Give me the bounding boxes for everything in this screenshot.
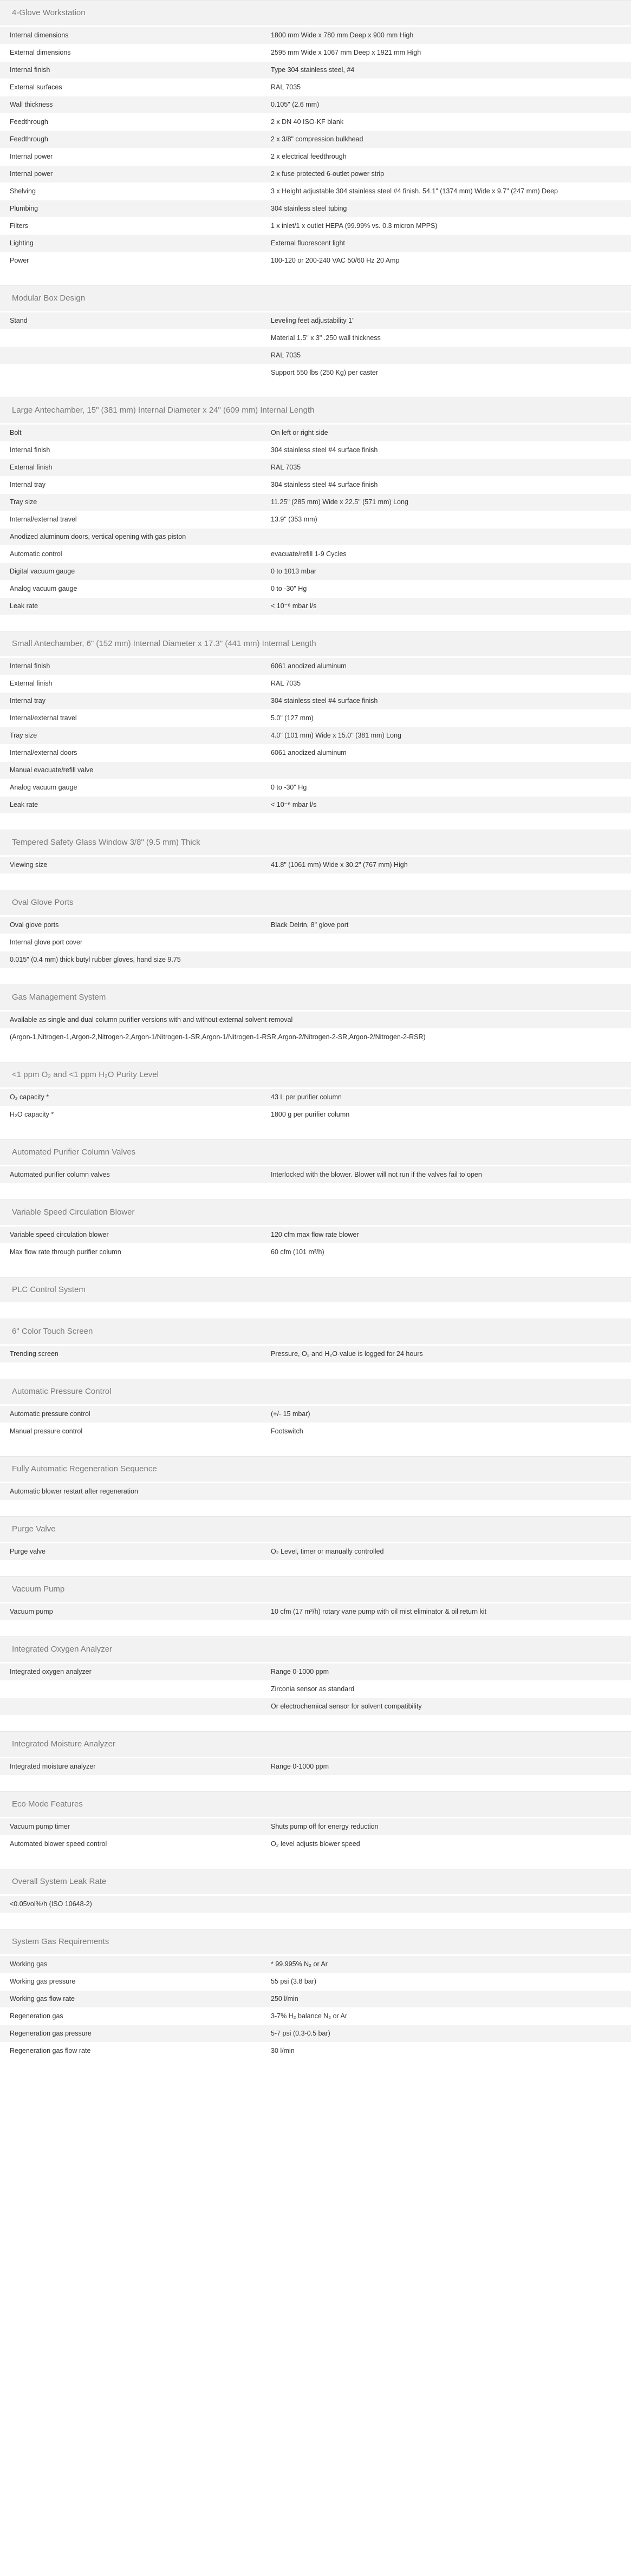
table-row <box>0 1405 631 1423</box>
spec-section <box>0 984 631 1046</box>
table-row <box>0 61 631 79</box>
spec-value: O₂ Level, timer or manually controlled <box>271 1548 384 1555</box>
section-title: Gas Management System <box>0 984 631 1010</box>
spec-label: Max flow rate through purifier column <box>10 1248 121 1256</box>
spec-label: Leak rate <box>10 801 38 808</box>
table-row <box>0 2042 631 2059</box>
spec-value <box>260 934 631 951</box>
spec-label: Automatic pressure control <box>10 1410 90 1418</box>
table-row <box>0 364 631 381</box>
table-row <box>0 1990 631 2007</box>
spec-section <box>0 631 631 813</box>
spec-label: Trending screen <box>10 1350 58 1358</box>
spec-value: 2 x DN 40 ISO-KF blank <box>271 118 344 126</box>
spec-value <box>260 1012 631 1028</box>
spec-label: Variable speed circulation blower <box>10 1231 109 1238</box>
spec-label: External surfaces <box>10 83 62 91</box>
spec-label: Internal tray <box>10 697 46 705</box>
spec-label: Analog vacuum gauge <box>10 585 77 592</box>
spec-label: Internal/external doors <box>10 749 77 757</box>
spec-value: External fluorescent light <box>271 239 345 247</box>
table-row <box>0 951 631 968</box>
table-row <box>0 1543 631 1560</box>
spec-label: Vacuum pump timer <box>10 1823 70 1830</box>
spec-value: Type 304 stainless steel, #4 <box>271 66 355 74</box>
spec-section <box>0 1319 631 1362</box>
table-row <box>0 744 631 761</box>
section-title: 4-Glove Workstation <box>0 0 631 25</box>
spec-label: Viewing size <box>10 861 48 869</box>
spec-section <box>0 1791 631 1853</box>
spec-label: External finish <box>10 680 53 687</box>
spec-label: Internal finish <box>10 446 50 454</box>
spec-value: Zirconia sensor as standard <box>271 1685 355 1693</box>
table-row <box>0 96 631 113</box>
spec-value: RAL 7035 <box>271 464 301 471</box>
section-title: Vacuum Pump <box>0 1576 631 1602</box>
spec-value: 6061 anodized aluminum <box>271 662 347 670</box>
spec-table <box>0 1166 631 1183</box>
spec-value: 1 x inlet/1 x outlet HEPA (99.99% vs. 0.3 micron MPPS) <box>271 222 438 230</box>
spec-section <box>0 890 631 968</box>
table-row <box>0 563 631 580</box>
spec-value <box>260 529 631 545</box>
spec-value: 304 stainless steel #4 surface finish <box>271 481 378 488</box>
spec-table <box>0 424 631 615</box>
table-row <box>0 1011 631 1028</box>
section-title: Eco Mode Features <box>0 1791 631 1817</box>
spec-label: Internal tray <box>10 481 46 488</box>
spec-label <box>0 347 260 364</box>
spec-value: < 10⁻⁶ mbar l/s <box>271 801 317 808</box>
table-row <box>0 1680 631 1698</box>
spec-label: Automatic control <box>10 550 62 558</box>
spec-table <box>0 1088 631 1123</box>
spec-label: Digital vacuum gauge <box>10 568 75 575</box>
spec-section <box>0 397 631 615</box>
spec-label: Working gas <box>10 1960 48 1968</box>
table-row <box>0 27 631 44</box>
spec-value: 2595 mm Wide x 1067 mm Deep x 1921 mm High <box>271 49 421 56</box>
spec-label: Filters <box>10 222 29 230</box>
spec-label: Power <box>10 257 29 264</box>
spec-value: 11.25" (285 mm) Wide x 22.5" (571 mm) Long <box>271 498 408 506</box>
spec-label: Stand <box>10 317 28 324</box>
spec-value: O₂ level adjusts blower speed <box>271 1840 360 1848</box>
spec-value: 1800 mm Wide x 780 mm Deep x 900 mm High <box>271 31 414 39</box>
spec-label <box>0 1698 260 1715</box>
spec-value: RAL 7035 <box>271 351 301 359</box>
table-row <box>0 44 631 61</box>
section-title: Variable Speed Circulation Blower <box>0 1199 631 1225</box>
spec-label: Regeneration gas <box>10 2012 63 2020</box>
spec-table <box>0 1603 631 1620</box>
spec-label: Automated purifier column valves <box>10 1171 110 1178</box>
spec-section <box>0 1139 631 1183</box>
spec-section <box>0 1199 631 1261</box>
table-row <box>0 1955 631 1973</box>
spec-label: Working gas pressure <box>10 1978 76 1985</box>
table-row <box>0 1603 631 1620</box>
table-row <box>0 580 631 597</box>
spec-value: 30 l/min <box>271 2047 295 2055</box>
spec-value: On left or right side <box>271 429 328 436</box>
spec-table <box>0 1955 631 2059</box>
spec-value: 60 cfm (101 m³/h) <box>271 1248 324 1256</box>
spec-value: 2 x electrical feedthrough <box>271 153 347 160</box>
spec-value: (+/- 15 mbar) <box>271 1410 310 1418</box>
spec-section <box>0 1929 631 2059</box>
spec-label: Leak rate <box>10 602 38 610</box>
spec-label: Bolt <box>10 429 22 436</box>
spec-label: Tray size <box>10 498 37 506</box>
table-row <box>0 459 631 476</box>
spec-value: 0 to -30" Hg <box>271 784 307 791</box>
spec-section <box>0 1636 631 1715</box>
spec-label: Internal glove port cover <box>10 938 83 946</box>
spec-value <box>260 762 631 779</box>
table-row <box>0 1698 631 1715</box>
spec-table <box>0 1345 631 1362</box>
spec-value: evacuate/refill 1-9 Cycles <box>271 550 347 558</box>
section-title: Integrated Moisture Analyzer <box>0 1731 631 1757</box>
table-row <box>0 675 631 692</box>
table-row <box>0 234 631 252</box>
spec-label <box>0 330 260 347</box>
spec-label: Integrated moisture analyzer <box>10 1763 96 1770</box>
table-row <box>0 761 631 779</box>
spec-value: 250 l/min <box>271 1995 298 2003</box>
table-row <box>0 441 631 459</box>
spec-label: Feedthrough <box>10 118 48 126</box>
table-row <box>0 1243 631 1261</box>
table-row <box>0 856 631 873</box>
table-row <box>0 200 631 217</box>
spec-value <box>260 1896 631 1913</box>
spec-value: RAL 7035 <box>271 680 301 687</box>
table-row <box>0 916 631 934</box>
spec-value <box>260 1029 631 1046</box>
spec-value: < 10⁻⁶ mbar l/s <box>271 602 317 610</box>
section-title: Small Antechamber, 6" (152 mm) Internal Diameter x 17.3" (441 mm) Internal Length <box>0 631 631 656</box>
spec-label: 0.015" (0.4 mm) thick butyl rubber gloves, hand size 9.75 <box>10 956 181 963</box>
table-row <box>0 79 631 96</box>
spec-table <box>0 1818 631 1853</box>
table-row <box>0 1088 631 1106</box>
table-row <box>0 1226 631 1243</box>
table-row <box>0 1166 631 1183</box>
spec-table <box>0 1011 631 1046</box>
spec-label: Automated blower speed control <box>10 1840 107 1848</box>
spec-value: 0 to -30" Hg <box>271 585 307 592</box>
spec-section <box>0 1062 631 1123</box>
spec-value: Footswitch <box>271 1427 303 1435</box>
spec-value: 0.105" (2.6 mm) <box>271 101 320 108</box>
spec-label: Internal dimensions <box>10 31 69 39</box>
spec-value: 304 stainless steel tubing <box>271 205 347 212</box>
section-title: Integrated Oxygen Analyzer <box>0 1636 631 1662</box>
spec-label: Automatic blower restart after regeneration <box>10 1488 138 1495</box>
spec-value: 5-7 psi (0.3-0.5 bar) <box>271 2030 330 2037</box>
section-title: Automatic Pressure Control <box>0 1379 631 1404</box>
spec-section <box>0 1456 631 1500</box>
spec-label: Manual evacuate/refill valve <box>10 766 94 774</box>
section-title: 6" Color Touch Screen <box>0 1319 631 1344</box>
spec-section <box>0 285 631 381</box>
table-row <box>0 182 631 200</box>
table-row <box>0 1028 631 1046</box>
spec-section <box>0 1731 631 1775</box>
table-row <box>0 312 631 329</box>
table-row <box>0 1345 631 1362</box>
spec-table <box>0 1758 631 1775</box>
spec-section <box>0 1277 631 1302</box>
spec-label: Shelving <box>10 187 36 195</box>
spec-label: Feedthrough <box>10 135 48 143</box>
table-row <box>0 597 631 615</box>
spec-label: Manual pressure control <box>10 1427 83 1435</box>
table-row <box>0 1758 631 1775</box>
section-title: Large Antechamber, 15" (381 mm) Internal Diameter x 24" (609 mm) Internal Length <box>0 397 631 423</box>
spec-value: 3 x Height adjustable 304 stainless steel #4 finish. 54.1" (1374 mm) Wide x 9.7" (247 mm) Deep <box>271 187 558 195</box>
spec-value: 13.9" (353 mm) <box>271 516 317 523</box>
spec-label: Analog vacuum gauge <box>10 784 77 791</box>
spec-label: Integrated oxygen analyzer <box>10 1668 92 1675</box>
spec-label: H₂O capacity * <box>10 1111 54 1118</box>
table-row <box>0 1423 631 1440</box>
table-row <box>0 347 631 364</box>
spec-value: Shuts pump off for energy reduction <box>271 1823 379 1830</box>
table-row <box>0 1663 631 1680</box>
spec-table <box>0 657 631 813</box>
spec-label: External dimensions <box>10 49 71 56</box>
spec-value: Leveling feet adjustability 1" <box>271 317 355 324</box>
table-row <box>0 692 631 709</box>
spec-section <box>0 1379 631 1440</box>
table-row <box>0 1818 631 1835</box>
spec-value: 2 x 3/8" compression bulkhead <box>271 135 363 143</box>
spec-value: 100-120 or 200-240 VAC 50/60 Hz 20 Amp <box>271 257 400 264</box>
section-title: Oval Glove Ports <box>0 890 631 915</box>
section-title: <1 ppm O₂ and <1 ppm H₂O Purity Level <box>0 1062 631 1087</box>
spec-value: 41.8" (1061 mm) Wide x 30.2" (767 mm) High <box>271 861 408 869</box>
spec-value: 4.0" (101 mm) Wide x 15.0" (381 mm) Long <box>271 732 401 739</box>
table-row <box>0 545 631 563</box>
spec-label: Internal power <box>10 170 53 178</box>
spec-value: 304 stainless steel #4 surface finish <box>271 446 378 454</box>
table-row <box>0 1483 631 1500</box>
table-row <box>0 493 631 511</box>
spec-value: 10 cfm (17 m³/h) rotary vane pump with oil mist eliminator & oil return kit <box>271 1608 487 1615</box>
section-title: Modular Box Design <box>0 285 631 311</box>
spec-value: Or electrochemical sensor for solvent compatibility <box>271 1703 422 1710</box>
spec-label: Internal finish <box>10 662 50 670</box>
spec-label: Regeneration gas flow rate <box>10 2047 91 2055</box>
table-row <box>0 148 631 165</box>
spec-label: Internal finish <box>10 66 50 74</box>
spec-label: External finish <box>10 464 53 471</box>
spec-label: Oval glove ports <box>10 921 59 929</box>
spec-label: (Argon-1,Nitrogen-1,Argon-2,Nitrogen-2,Argon-1/Nitrogen-1-SR,Argon-1/Nitrogen-1-RSR,Argon-2/Nitrogen-2-SR,Argon-2/Nitrogen-2-RSR) <box>10 1033 426 1041</box>
spec-value: 6061 anodized aluminum <box>271 749 347 757</box>
spec-section <box>0 1869 631 1913</box>
spec-value: 43 L per purifier column <box>271 1093 342 1101</box>
spec-value <box>260 1483 631 1500</box>
spec-value: RAL 7035 <box>271 83 301 91</box>
table-row <box>0 1835 631 1853</box>
spec-section <box>0 0 631 269</box>
section-title: Fully Automatic Regeneration Sequence <box>0 1456 631 1482</box>
spec-label: Internal/external travel <box>10 516 77 523</box>
table-row <box>0 131 631 148</box>
spec-value: Interlocked with the blower. Blower will not run if the valves fail to open <box>271 1171 482 1178</box>
spec-label: Lighting <box>10 239 34 247</box>
table-row <box>0 779 631 796</box>
spec-table <box>0 1543 631 1560</box>
section-title: Purge Valve <box>0 1516 631 1542</box>
table-row <box>0 528 631 545</box>
spec-value: 120 cfm max flow rate blower <box>271 1231 359 1238</box>
table-row <box>0 934 631 951</box>
table-row <box>0 1895 631 1913</box>
spec-label: O₂ capacity * <box>10 1093 49 1101</box>
table-row <box>0 329 631 347</box>
spec-label: Plumbing <box>10 205 38 212</box>
table-row <box>0 424 631 441</box>
table-row <box>0 113 631 131</box>
spec-value: 3-7% H₂ balance N₂ or Ar <box>271 2012 348 2020</box>
spec-label: Working gas flow rate <box>10 1995 75 2003</box>
spec-label: Wall thickness <box>10 101 53 108</box>
table-row <box>0 476 631 493</box>
table-row <box>0 1973 631 1990</box>
spec-value: Material 1.5" x 3" .250 wall thickness <box>271 334 381 342</box>
table-row <box>0 1106 631 1123</box>
table-row <box>0 709 631 727</box>
spec-value: 55 psi (3.8 bar) <box>271 1978 317 1985</box>
spec-value: * 99.995% N₂ or Ar <box>271 1960 328 1968</box>
spec-table <box>0 856 631 873</box>
section-title: Automated Purifier Column Valves <box>0 1139 631 1165</box>
table-row <box>0 796 631 813</box>
spec-label: Internal/external travel <box>10 714 77 722</box>
section-title: System Gas Requirements <box>0 1929 631 1954</box>
spec-table <box>0 1226 631 1261</box>
section-title: Tempered Safety Glass Window 3/8" (9.5 mm) Thick <box>0 830 631 855</box>
spec-label: Anodized aluminum doors, vertical opening with gas piston <box>10 533 186 540</box>
spec-value: 5.0" (127 mm) <box>271 714 314 722</box>
spec-value: Range 0-1000 ppm <box>271 1763 329 1770</box>
spec-value: Support 550 lbs (250 Kg) per caster <box>271 369 379 376</box>
spec-table <box>0 1405 631 1440</box>
spec-table <box>0 1483 631 1500</box>
spec-label: Internal power <box>10 153 53 160</box>
spec-table <box>0 916 631 968</box>
table-row <box>0 165 631 182</box>
table-row <box>0 511 631 528</box>
spec-section <box>0 1576 631 1620</box>
spec-table <box>0 1895 631 1913</box>
section-title: Overall System Leak Rate <box>0 1869 631 1894</box>
spec-label: Available as single and dual column purifier versions with and without external solvent removal <box>10 1016 293 1023</box>
spec-label: Tray size <box>10 732 37 739</box>
table-row <box>0 217 631 234</box>
spec-label: Vacuum pump <box>10 1608 53 1615</box>
spec-section <box>0 1516 631 1560</box>
spec-table <box>0 1663 631 1715</box>
spec-value: 1800 g per purifier column <box>271 1111 350 1118</box>
spec-label <box>0 1681 260 1698</box>
section-title: PLC Control System <box>0 1277 631 1302</box>
spec-label <box>0 364 260 381</box>
spec-value: 304 stainless steel #4 surface finish <box>271 697 378 705</box>
spec-value: 0 to 1013 mbar <box>271 568 317 575</box>
spec-value <box>260 951 631 968</box>
table-row <box>0 252 631 269</box>
spec-value: 2 x fuse protected 6-outlet power strip <box>271 170 385 178</box>
table-row <box>0 2007 631 2025</box>
spec-table <box>0 27 631 269</box>
spec-label: <0.05vol%/h (ISO 10648-2) <box>10 1900 92 1908</box>
spec-label: Regeneration gas pressure <box>10 2030 92 2037</box>
table-row <box>0 2025 631 2042</box>
spec-value: Pressure, O₂ and H₂O-value is logged for 24 hours <box>271 1350 423 1358</box>
spec-table <box>0 312 631 381</box>
table-row <box>0 727 631 744</box>
spec-value: Black Delrin, 8" glove port <box>271 921 349 929</box>
spec-section <box>0 830 631 873</box>
spec-value: Range 0-1000 ppm <box>271 1668 329 1675</box>
table-row <box>0 657 631 675</box>
spec-label: Purge valve <box>10 1548 46 1555</box>
